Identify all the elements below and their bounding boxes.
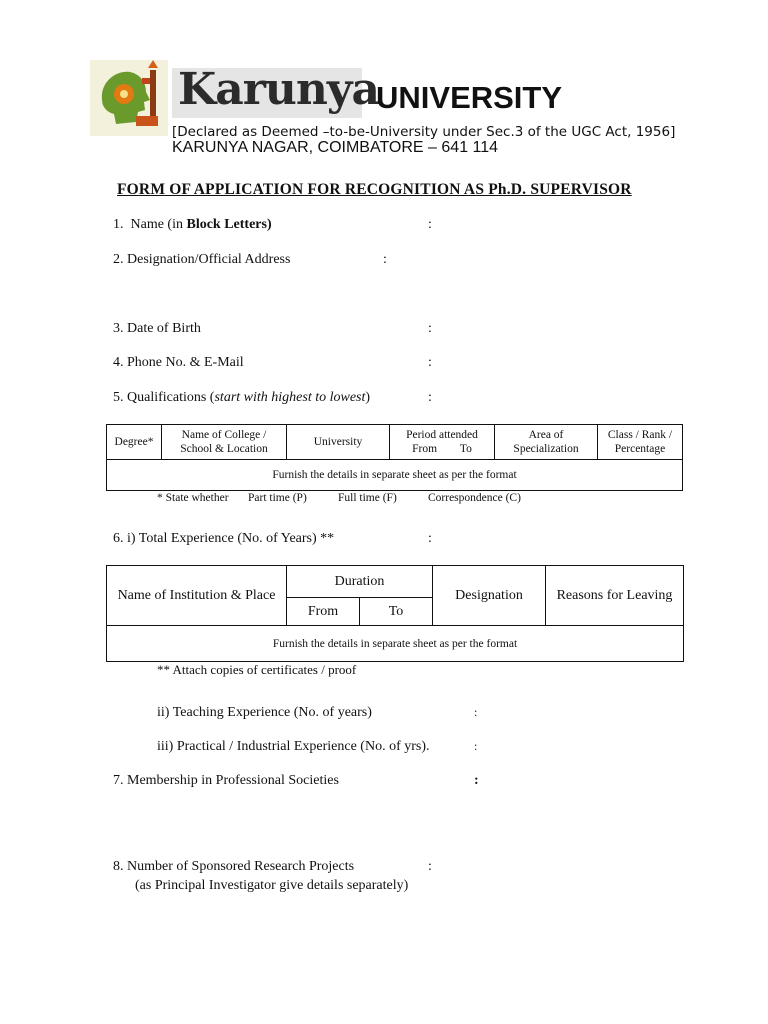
university-title: UNIVERSITY (376, 80, 563, 115)
col-area-line1: Area of (528, 429, 564, 441)
col-college-line2: School & Location (180, 443, 268, 455)
col-period-line2: From To (412, 443, 472, 455)
item-dob-colon: : (428, 321, 432, 336)
correspondence-note: Correspondence (C) (428, 492, 521, 504)
qualifications-close: ) (365, 390, 371, 405)
item-teaching-colon: : (474, 705, 478, 719)
item-projects-colon: : (428, 859, 432, 874)
item-experience-label: 6. i) Total Experience (No. of Years) ** (113, 531, 335, 546)
item-phone-label: 4. Phone No. & E-Mail (113, 355, 244, 370)
col-designation: Designation (433, 566, 546, 626)
university-address: KARUNYA NAGAR, COIMBATORE – 641 114 (172, 139, 499, 156)
item-name-text: Name (in (130, 217, 187, 232)
col-period-line1: Period attended (406, 429, 478, 441)
col-college (162, 425, 287, 460)
item-teaching-label: ii) Teaching Experience (No. of years) (157, 705, 372, 720)
item-designation-colon: : (383, 252, 387, 267)
full-time-note: Full time (F) (338, 492, 397, 504)
col-university: University (287, 425, 390, 460)
col-college-line1: Name of College / (181, 429, 267, 441)
col-class (598, 425, 683, 460)
col-period (390, 425, 495, 460)
item-projects-label: 8. Number of Sponsored Research Projects (113, 859, 355, 874)
item-projects-sublabel: (as Principal Investigator give details separately) (135, 878, 409, 893)
item-qualifications-colon: : (428, 390, 432, 405)
col-from: From (287, 598, 360, 626)
col-degree: Degree* (107, 425, 162, 460)
qualifications-table (106, 424, 683, 491)
col-reasons: Reasons for Leaving (546, 566, 684, 626)
col-class-line2: Percentage (614, 443, 666, 455)
item-number: 1. (113, 217, 124, 232)
col-to: To (360, 598, 433, 626)
item-experience-colon: : (428, 531, 432, 546)
table1-body: Furnish the details in separate sheet as per the format (107, 460, 683, 491)
col-area-line2: Specialization (513, 443, 579, 455)
experience-table (106, 565, 684, 662)
col-area (495, 425, 598, 460)
logo-emblem-icon (90, 60, 168, 136)
table2-body: Furnish the details in separate sheet as per the format (107, 626, 684, 662)
state-whether-note: * State whether (157, 492, 229, 504)
col-institution: Name of Institution & Place (107, 566, 287, 626)
item-qualifications-label (113, 390, 370, 406)
item-dob-label: 3. Date of Birth (113, 321, 201, 336)
qualifications-text: 5. Qualifications ( (113, 390, 215, 405)
item-phone-colon: : (428, 355, 432, 370)
item-industrial-label: iii) Practical / Industrial Experience (No. of yrs). (157, 739, 430, 754)
declaration-line: [Declared as Deemed –to-be-University under Sec.3 of the UGC Act, 1956] (172, 124, 676, 140)
item-membership-label: 7. Membership in Professional Societies (113, 773, 339, 788)
form-title: FORM OF APPLICATION FOR RECOGNITION AS Ph.D. SUPERVISOR (117, 181, 632, 198)
qualifications-italic: start with highest to lowest (214, 390, 366, 405)
item-name-label (113, 217, 272, 233)
col-class-line1: Class / Rank / (607, 429, 673, 441)
item-name-bold: Block Letters) (186, 217, 272, 232)
item-name-colon: : (428, 217, 432, 232)
item-industrial-colon: : (474, 739, 478, 753)
col-duration: Duration (287, 566, 433, 598)
wordmark-logo: Karunya (178, 64, 379, 115)
item-designation-label: 2. Designation/Official Address (113, 252, 291, 267)
attach-certificates-note: ** Attach copies of certificates / proof (157, 662, 357, 677)
item-membership-colon: : (474, 773, 479, 788)
part-time-note: Part time (P) (248, 492, 307, 504)
